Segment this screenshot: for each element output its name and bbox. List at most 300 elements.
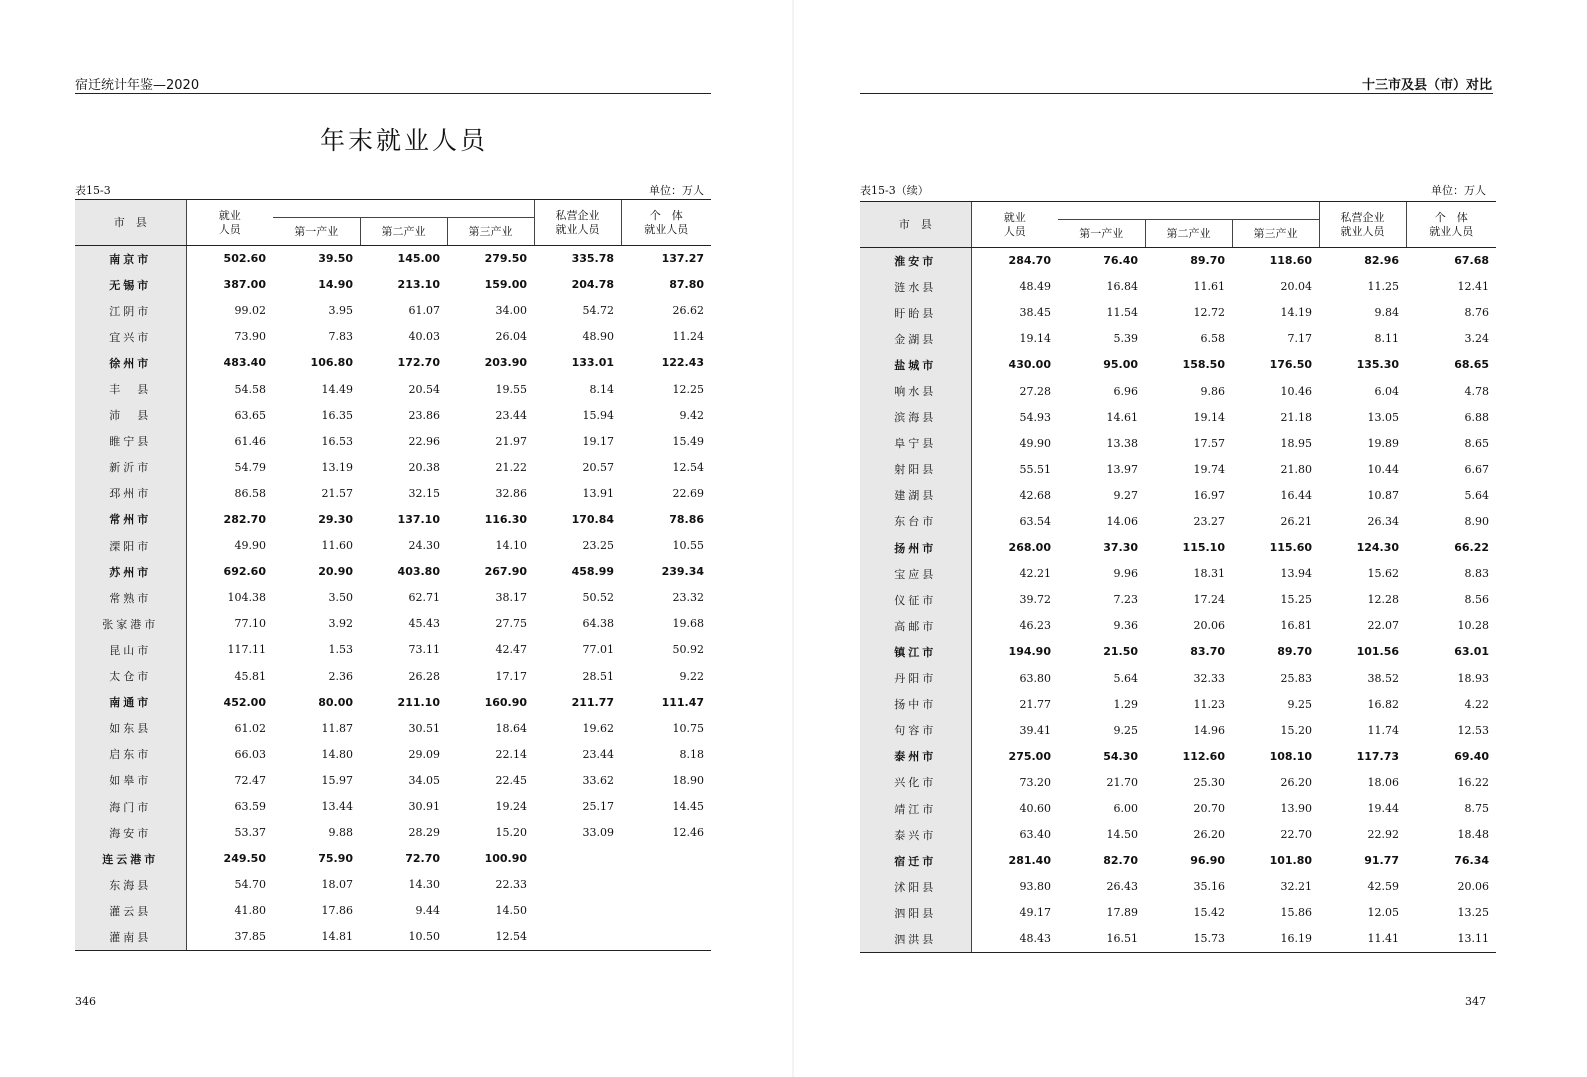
county-row xyxy=(860,795,1496,821)
cell-primary: 16.35 xyxy=(321,408,353,422)
cell-private: 22.07 xyxy=(1367,619,1400,633)
county-row xyxy=(75,924,711,950)
cell-secondary: 22.96 xyxy=(408,434,440,448)
cell-tertiary: 160.90 xyxy=(484,695,528,709)
county-row xyxy=(75,793,711,819)
cell-tertiary: 15.20 xyxy=(495,826,528,840)
cell-individual: 12.41 xyxy=(1457,280,1490,294)
header-industry-blank xyxy=(1058,202,1319,220)
cell-tertiary: 100.90 xyxy=(484,852,528,866)
cell-primary: 9.25 xyxy=(1113,723,1138,737)
cell-name: 涟水县 xyxy=(860,274,971,300)
county-row xyxy=(860,378,1496,404)
cell-individual: 10.28 xyxy=(1457,619,1490,633)
cell-secondary: 32.33 xyxy=(1193,671,1225,685)
cell-private: 211.77 xyxy=(571,695,615,709)
cell-individual: 9.42 xyxy=(679,408,705,422)
county-row xyxy=(75,611,711,637)
cell-primary: 14.90 xyxy=(318,278,353,292)
cell-individual: 18.93 xyxy=(1457,671,1490,685)
cell-total: 54.79 xyxy=(234,460,266,474)
cell-private: 117.73 xyxy=(1356,749,1400,763)
header-individual: 个 体 就业人员 xyxy=(621,200,711,246)
cell-name: 苏州市 xyxy=(75,559,186,585)
cell-primary: 39.50 xyxy=(318,252,353,266)
county-row xyxy=(860,717,1496,743)
cell-individual: 18.48 xyxy=(1457,828,1490,842)
county-row xyxy=(860,769,1496,795)
cell-total: 72.47 xyxy=(234,773,266,787)
cell-primary: 18.07 xyxy=(321,878,353,892)
cell-name: 句容市 xyxy=(860,717,971,743)
county-row xyxy=(860,926,1496,952)
cell-total: 104.38 xyxy=(227,591,266,605)
left-employment-table xyxy=(75,199,711,951)
cell-name: 淮安市 xyxy=(860,248,971,274)
cell-private: 335.78 xyxy=(571,252,615,266)
cell-tertiary: 20.04 xyxy=(1280,280,1313,294)
cell-total: 61.02 xyxy=(234,721,266,735)
county-row xyxy=(75,585,711,611)
left-head-rule xyxy=(75,93,711,94)
county-row xyxy=(860,456,1496,482)
cell-primary: 80.00 xyxy=(318,695,353,709)
cell-private: 20.57 xyxy=(582,460,615,474)
cell-name: 启东市 xyxy=(75,741,186,767)
cell-total: 73.20 xyxy=(1019,775,1051,789)
county-row xyxy=(860,900,1496,926)
cell-individual: 8.76 xyxy=(1464,306,1490,320)
cell-name: 张家港市 xyxy=(75,611,186,637)
cell-private: 101.56 xyxy=(1356,645,1400,659)
cell-primary: 17.86 xyxy=(321,904,353,918)
cell-individual: 20.06 xyxy=(1457,880,1490,894)
city-row xyxy=(75,350,711,376)
cell-individual: 69.40 xyxy=(1454,749,1490,763)
cell-private: 54.72 xyxy=(582,304,615,318)
city-row xyxy=(75,559,711,585)
header-primary: 第一产业 xyxy=(1058,220,1145,248)
cell-secondary: 30.91 xyxy=(408,800,440,814)
cell-secondary: 158.50 xyxy=(1182,358,1225,372)
cell-total: 282.70 xyxy=(223,512,266,526)
cell-name: 仪征市 xyxy=(860,587,971,613)
cell-name: 灌云县 xyxy=(75,898,186,924)
cell-secondary: 112.60 xyxy=(1182,749,1225,763)
cell-private: 25.17 xyxy=(582,800,615,814)
county-row xyxy=(75,402,711,428)
cell-individual: 14.45 xyxy=(672,800,705,814)
cell-name: 无锡市 xyxy=(75,272,186,298)
cell-individual: 26.62 xyxy=(672,304,705,318)
cell-private: 28.51 xyxy=(582,669,615,683)
city-row xyxy=(860,535,1496,561)
header-employed: 就业 人员 xyxy=(186,200,273,246)
cell-total: 99.02 xyxy=(234,304,266,318)
cell-private: 19.44 xyxy=(1367,802,1400,816)
city-row xyxy=(75,246,711,272)
county-row xyxy=(75,637,711,663)
cell-tertiary: 9.25 xyxy=(1287,697,1313,711)
cell-individual: 50.92 xyxy=(672,643,705,657)
county-row xyxy=(860,274,1496,300)
cell-individual: 6.67 xyxy=(1464,462,1490,476)
cell-primary: 14.06 xyxy=(1106,514,1138,528)
cell-name: 泗阳县 xyxy=(860,900,971,926)
county-row xyxy=(860,665,1496,691)
cell-private: 12.05 xyxy=(1367,906,1400,920)
cell-total: 48.43 xyxy=(971,926,1058,952)
cell-secondary: 20.70 xyxy=(1193,802,1225,816)
cell-primary: 82.70 xyxy=(1103,854,1138,868)
cell-individual: 67.68 xyxy=(1454,254,1490,268)
cell-secondary: 14.30 xyxy=(408,878,440,892)
cell-private: 11.25 xyxy=(1367,280,1400,294)
cell-primary: 26.43 xyxy=(1106,880,1138,894)
cell-individual: 15.49 xyxy=(672,434,705,448)
cell-total: 54.58 xyxy=(234,382,266,396)
cell-total: 66.03 xyxy=(234,747,266,761)
cell-secondary: 15.73 xyxy=(1145,926,1232,952)
left-unit-label: 单位：万人 xyxy=(649,184,704,197)
cell-private: 6.04 xyxy=(1374,384,1400,398)
cell-individual: 8.56 xyxy=(1464,593,1490,607)
county-row xyxy=(75,324,711,350)
cell-tertiary: 16.19 xyxy=(1232,926,1319,952)
county-row xyxy=(75,428,711,454)
cell-tertiary: 16.81 xyxy=(1280,619,1313,633)
header-private: 私营企业 就业人员 xyxy=(534,200,621,246)
header-tertiary: 第三产业 xyxy=(1232,220,1319,248)
cell-name: 丹阳市 xyxy=(860,665,971,691)
cell-total: 63.65 xyxy=(234,408,266,422)
county-row xyxy=(860,874,1496,900)
cell-private: 10.44 xyxy=(1367,462,1400,476)
cell-secondary: 30.51 xyxy=(408,721,440,735)
cell-total: 73.90 xyxy=(234,330,266,344)
cell-secondary: 25.30 xyxy=(1193,775,1225,789)
cell-tertiary: 32.21 xyxy=(1280,880,1313,894)
cell-private: 42.59 xyxy=(1367,880,1400,894)
cell-primary: 13.19 xyxy=(321,460,353,474)
cell-tertiary: 14.10 xyxy=(495,539,528,553)
cell-tertiary: 15.20 xyxy=(1280,723,1313,737)
cell-primary: 6.00 xyxy=(1113,802,1138,816)
cell-individual: 10.55 xyxy=(672,539,705,553)
cell-tertiary: 38.17 xyxy=(495,591,528,605)
cell-secondary: 32.15 xyxy=(408,486,440,500)
cell-total: 49.17 xyxy=(1019,906,1051,920)
cell-individual: 18.90 xyxy=(672,773,705,787)
cell-secondary: 10.50 xyxy=(360,924,447,950)
cell-tertiary: 13.90 xyxy=(1280,802,1313,816)
cell-private: 13.91 xyxy=(582,486,615,500)
cell-tertiary: 22.33 xyxy=(495,878,528,892)
cell-private: 10.87 xyxy=(1367,488,1400,502)
cell-secondary: 34.05 xyxy=(408,773,440,787)
cell-total: 86.58 xyxy=(234,486,266,500)
cell-primary: 21.70 xyxy=(1106,775,1138,789)
county-row xyxy=(860,430,1496,456)
cell-name: 南通市 xyxy=(75,689,186,715)
cell-name: 盐城市 xyxy=(860,352,971,378)
cell-total: 45.81 xyxy=(234,669,266,683)
cell-private: 15.62 xyxy=(1367,567,1400,581)
county-row xyxy=(860,691,1496,717)
cell-name: 阜宁县 xyxy=(860,430,971,456)
cell-private: 170.84 xyxy=(571,512,615,526)
cell-total: 21.77 xyxy=(1019,697,1051,711)
cell-secondary: 17.24 xyxy=(1193,593,1225,607)
cell-secondary: 11.61 xyxy=(1193,280,1225,294)
cell-secondary: 172.70 xyxy=(397,356,440,370)
cell-individual xyxy=(621,924,711,950)
cell-primary: 14.81 xyxy=(273,924,360,950)
cell-total: 117.11 xyxy=(227,643,266,657)
cell-primary: 9.27 xyxy=(1113,488,1138,502)
cell-name: 镇江市 xyxy=(860,639,971,665)
cell-tertiary: 14.50 xyxy=(495,904,528,918)
cell-secondary: 62.71 xyxy=(408,591,440,605)
cell-secondary: 20.06 xyxy=(1193,619,1225,633)
cell-tertiary: 21.80 xyxy=(1280,462,1313,476)
cell-secondary: 26.28 xyxy=(408,669,440,683)
header-region: 市 县 xyxy=(75,200,186,246)
cell-tertiary: 16.44 xyxy=(1280,488,1313,502)
cell-name: 响水县 xyxy=(860,378,971,404)
county-row xyxy=(860,508,1496,534)
county-row xyxy=(860,587,1496,613)
cell-primary: 17.89 xyxy=(1106,906,1138,920)
cell-private: 50.52 xyxy=(582,591,615,605)
cell-name: 丰 县 xyxy=(75,376,186,402)
cell-private: 82.96 xyxy=(1364,254,1400,268)
cell-private: 48.90 xyxy=(582,330,615,344)
cell-primary: 11.54 xyxy=(1106,306,1138,320)
cell-tertiary: 22.14 xyxy=(495,747,528,761)
cell-secondary: 19.14 xyxy=(1193,410,1225,424)
cell-secondary: 115.10 xyxy=(1182,541,1225,555)
cell-primary: 37.30 xyxy=(1103,541,1138,555)
cell-individual: 6.88 xyxy=(1464,410,1490,424)
cell-private: 9.84 xyxy=(1374,306,1400,320)
cell-tertiary: 7.17 xyxy=(1287,332,1313,346)
cell-primary: 16.53 xyxy=(321,434,353,448)
cell-tertiary: 22.45 xyxy=(495,773,528,787)
cell-private: 33.09 xyxy=(582,826,615,840)
cell-private: 8.11 xyxy=(1374,332,1400,346)
cell-secondary: 29.09 xyxy=(408,747,440,761)
cell-total: 27.28 xyxy=(1019,384,1051,398)
cell-individual: 137.27 xyxy=(661,252,705,266)
cell-total: 387.00 xyxy=(223,278,266,292)
cell-tertiary: 14.19 xyxy=(1280,306,1313,320)
cell-name: 海门市 xyxy=(75,793,186,819)
county-row xyxy=(75,480,711,506)
cell-total: 40.60 xyxy=(1019,802,1051,816)
city-row xyxy=(75,272,711,298)
cell-private: 23.44 xyxy=(582,747,615,761)
cell-tertiary: 17.17 xyxy=(495,669,528,683)
cell-primary: 1.29 xyxy=(1113,697,1138,711)
cell-tertiary: 18.95 xyxy=(1280,436,1313,450)
header-individual: 个 体 就业人员 xyxy=(1406,202,1496,248)
cell-primary: 54.30 xyxy=(1103,749,1138,763)
header-secondary: 第二产业 xyxy=(360,218,447,246)
cell-private: 204.78 xyxy=(571,278,615,292)
cell-total: 38.45 xyxy=(1019,306,1051,320)
cell-tertiary: 108.10 xyxy=(1269,749,1313,763)
cell-tertiary: 34.00 xyxy=(495,304,528,318)
left-page xyxy=(0,0,793,1077)
cell-secondary: 211.10 xyxy=(397,695,440,709)
page-title: 年末就业人员 xyxy=(319,126,488,155)
cell-primary: 5.64 xyxy=(1113,671,1138,685)
county-row xyxy=(860,404,1496,430)
cell-individual: 13.25 xyxy=(1457,906,1490,920)
cell-total: 41.80 xyxy=(234,904,266,918)
county-row xyxy=(75,454,711,480)
cell-name: 宿迁市 xyxy=(860,848,971,874)
cell-primary: 3.50 xyxy=(328,591,353,605)
cell-individual: 87.80 xyxy=(669,278,705,292)
cell-primary: 14.61 xyxy=(1106,410,1138,424)
cell-individual xyxy=(621,846,711,872)
cell-individual: 19.68 xyxy=(672,617,705,631)
cell-private: 15.94 xyxy=(582,408,615,422)
cell-name: 泰州市 xyxy=(860,743,971,769)
cell-secondary: 9.86 xyxy=(1200,384,1225,398)
cell-individual: 12.54 xyxy=(672,460,705,474)
cell-individual: 3.24 xyxy=(1464,332,1490,346)
cell-total: 49.90 xyxy=(1019,436,1051,450)
cell-total: 268.00 xyxy=(1008,541,1051,555)
cell-private: 13.05 xyxy=(1367,410,1400,424)
cell-tertiary: 15.86 xyxy=(1280,906,1313,920)
cell-secondary: 35.16 xyxy=(1193,880,1225,894)
city-row xyxy=(860,248,1496,274)
cell-secondary: 26.20 xyxy=(1193,828,1225,842)
cell-name: 靖江市 xyxy=(860,795,971,821)
county-row xyxy=(75,376,711,402)
cell-secondary: 11.23 xyxy=(1193,697,1225,711)
cell-secondary: 14.96 xyxy=(1193,723,1225,737)
cell-individual: 78.86 xyxy=(669,512,705,526)
city-row xyxy=(860,743,1496,769)
cell-total: 275.00 xyxy=(1008,749,1051,763)
cell-total: 281.40 xyxy=(1008,854,1051,868)
cell-private: 23.25 xyxy=(582,539,615,553)
cell-total: 430.00 xyxy=(1008,358,1051,372)
city-row xyxy=(75,846,711,872)
cell-secondary: 89.70 xyxy=(1190,254,1225,268)
cell-tertiary: 116.30 xyxy=(484,512,528,526)
cell-name: 滨海县 xyxy=(860,404,971,430)
cell-name: 盱眙县 xyxy=(860,300,971,326)
cell-name: 泰兴市 xyxy=(860,822,971,848)
cell-individual: 239.34 xyxy=(661,565,705,579)
cell-private xyxy=(534,872,621,898)
cell-total: 39.72 xyxy=(1019,593,1051,607)
cell-name: 泗洪县 xyxy=(860,926,971,952)
cell-secondary: 403.80 xyxy=(397,565,440,579)
county-row xyxy=(860,326,1496,352)
cell-tertiary: 27.75 xyxy=(495,617,528,631)
header-region: 市 县 xyxy=(860,202,971,248)
county-row xyxy=(75,663,711,689)
cell-total: 93.80 xyxy=(1019,880,1051,894)
cell-primary: 16.84 xyxy=(1106,280,1138,294)
cell-name: 江阴市 xyxy=(75,298,186,324)
cell-private: 8.14 xyxy=(589,382,615,396)
right-page-number: 347 xyxy=(1465,995,1486,1008)
cell-primary: 13.97 xyxy=(1106,462,1138,476)
cell-primary: 6.96 xyxy=(1113,384,1138,398)
city-row xyxy=(860,352,1496,378)
cell-total: 49.90 xyxy=(234,539,266,553)
cell-primary: 15.97 xyxy=(321,773,353,787)
cell-tertiary: 42.47 xyxy=(495,643,528,657)
cell-total: 61.46 xyxy=(234,434,266,448)
cell-name: 新沂市 xyxy=(75,454,186,480)
cell-primary: 76.40 xyxy=(1103,254,1138,268)
cell-name: 金湖县 xyxy=(860,326,971,352)
cell-individual: 8.75 xyxy=(1464,802,1490,816)
county-row xyxy=(860,613,1496,639)
cell-secondary: 9.44 xyxy=(415,904,440,918)
cell-secondary: 137.10 xyxy=(397,512,440,526)
county-row xyxy=(860,561,1496,587)
cell-primary: 29.30 xyxy=(318,512,353,526)
cell-name: 海安市 xyxy=(75,820,186,846)
cell-secondary: 61.07 xyxy=(408,304,440,318)
cell-name: 邳州市 xyxy=(75,480,186,506)
cell-primary: 14.80 xyxy=(321,747,353,761)
cell-total: 46.23 xyxy=(1019,619,1051,633)
cell-total: 54.93 xyxy=(1019,410,1051,424)
cell-primary: 9.36 xyxy=(1113,619,1138,633)
cell-tertiary: 26.04 xyxy=(495,330,528,344)
cell-secondary: 72.70 xyxy=(405,852,440,866)
cell-private: 133.01 xyxy=(571,356,615,370)
cell-private: 91.77 xyxy=(1364,854,1400,868)
city-row xyxy=(75,506,711,532)
cell-name: 溧阳市 xyxy=(75,533,186,559)
cell-primary: 11.87 xyxy=(321,721,353,735)
cell-primary: 14.49 xyxy=(321,382,353,396)
cell-total: 42.68 xyxy=(1019,488,1051,502)
cell-tertiary: 267.90 xyxy=(484,565,528,579)
cell-individual: 16.22 xyxy=(1457,775,1490,789)
cell-name: 高邮市 xyxy=(860,613,971,639)
cell-individual: 122.43 xyxy=(661,356,705,370)
cell-primary: 3.95 xyxy=(328,304,353,318)
cell-tertiary: 118.60 xyxy=(1269,254,1313,268)
cell-tertiary: 10.46 xyxy=(1280,384,1313,398)
cell-private: 12.28 xyxy=(1367,593,1400,607)
cell-tertiary: 18.64 xyxy=(495,721,528,735)
header-employed: 就业 人员 xyxy=(971,202,1058,248)
cell-total: 63.59 xyxy=(234,800,266,814)
right-page xyxy=(793,0,1587,1077)
cell-individual: 68.65 xyxy=(1454,358,1490,372)
county-row xyxy=(75,767,711,793)
cell-individual: 12.25 xyxy=(672,382,705,396)
county-row xyxy=(860,482,1496,508)
cell-individual: 11.24 xyxy=(672,330,705,344)
county-row xyxy=(75,298,711,324)
cell-name: 昆山市 xyxy=(75,637,186,663)
